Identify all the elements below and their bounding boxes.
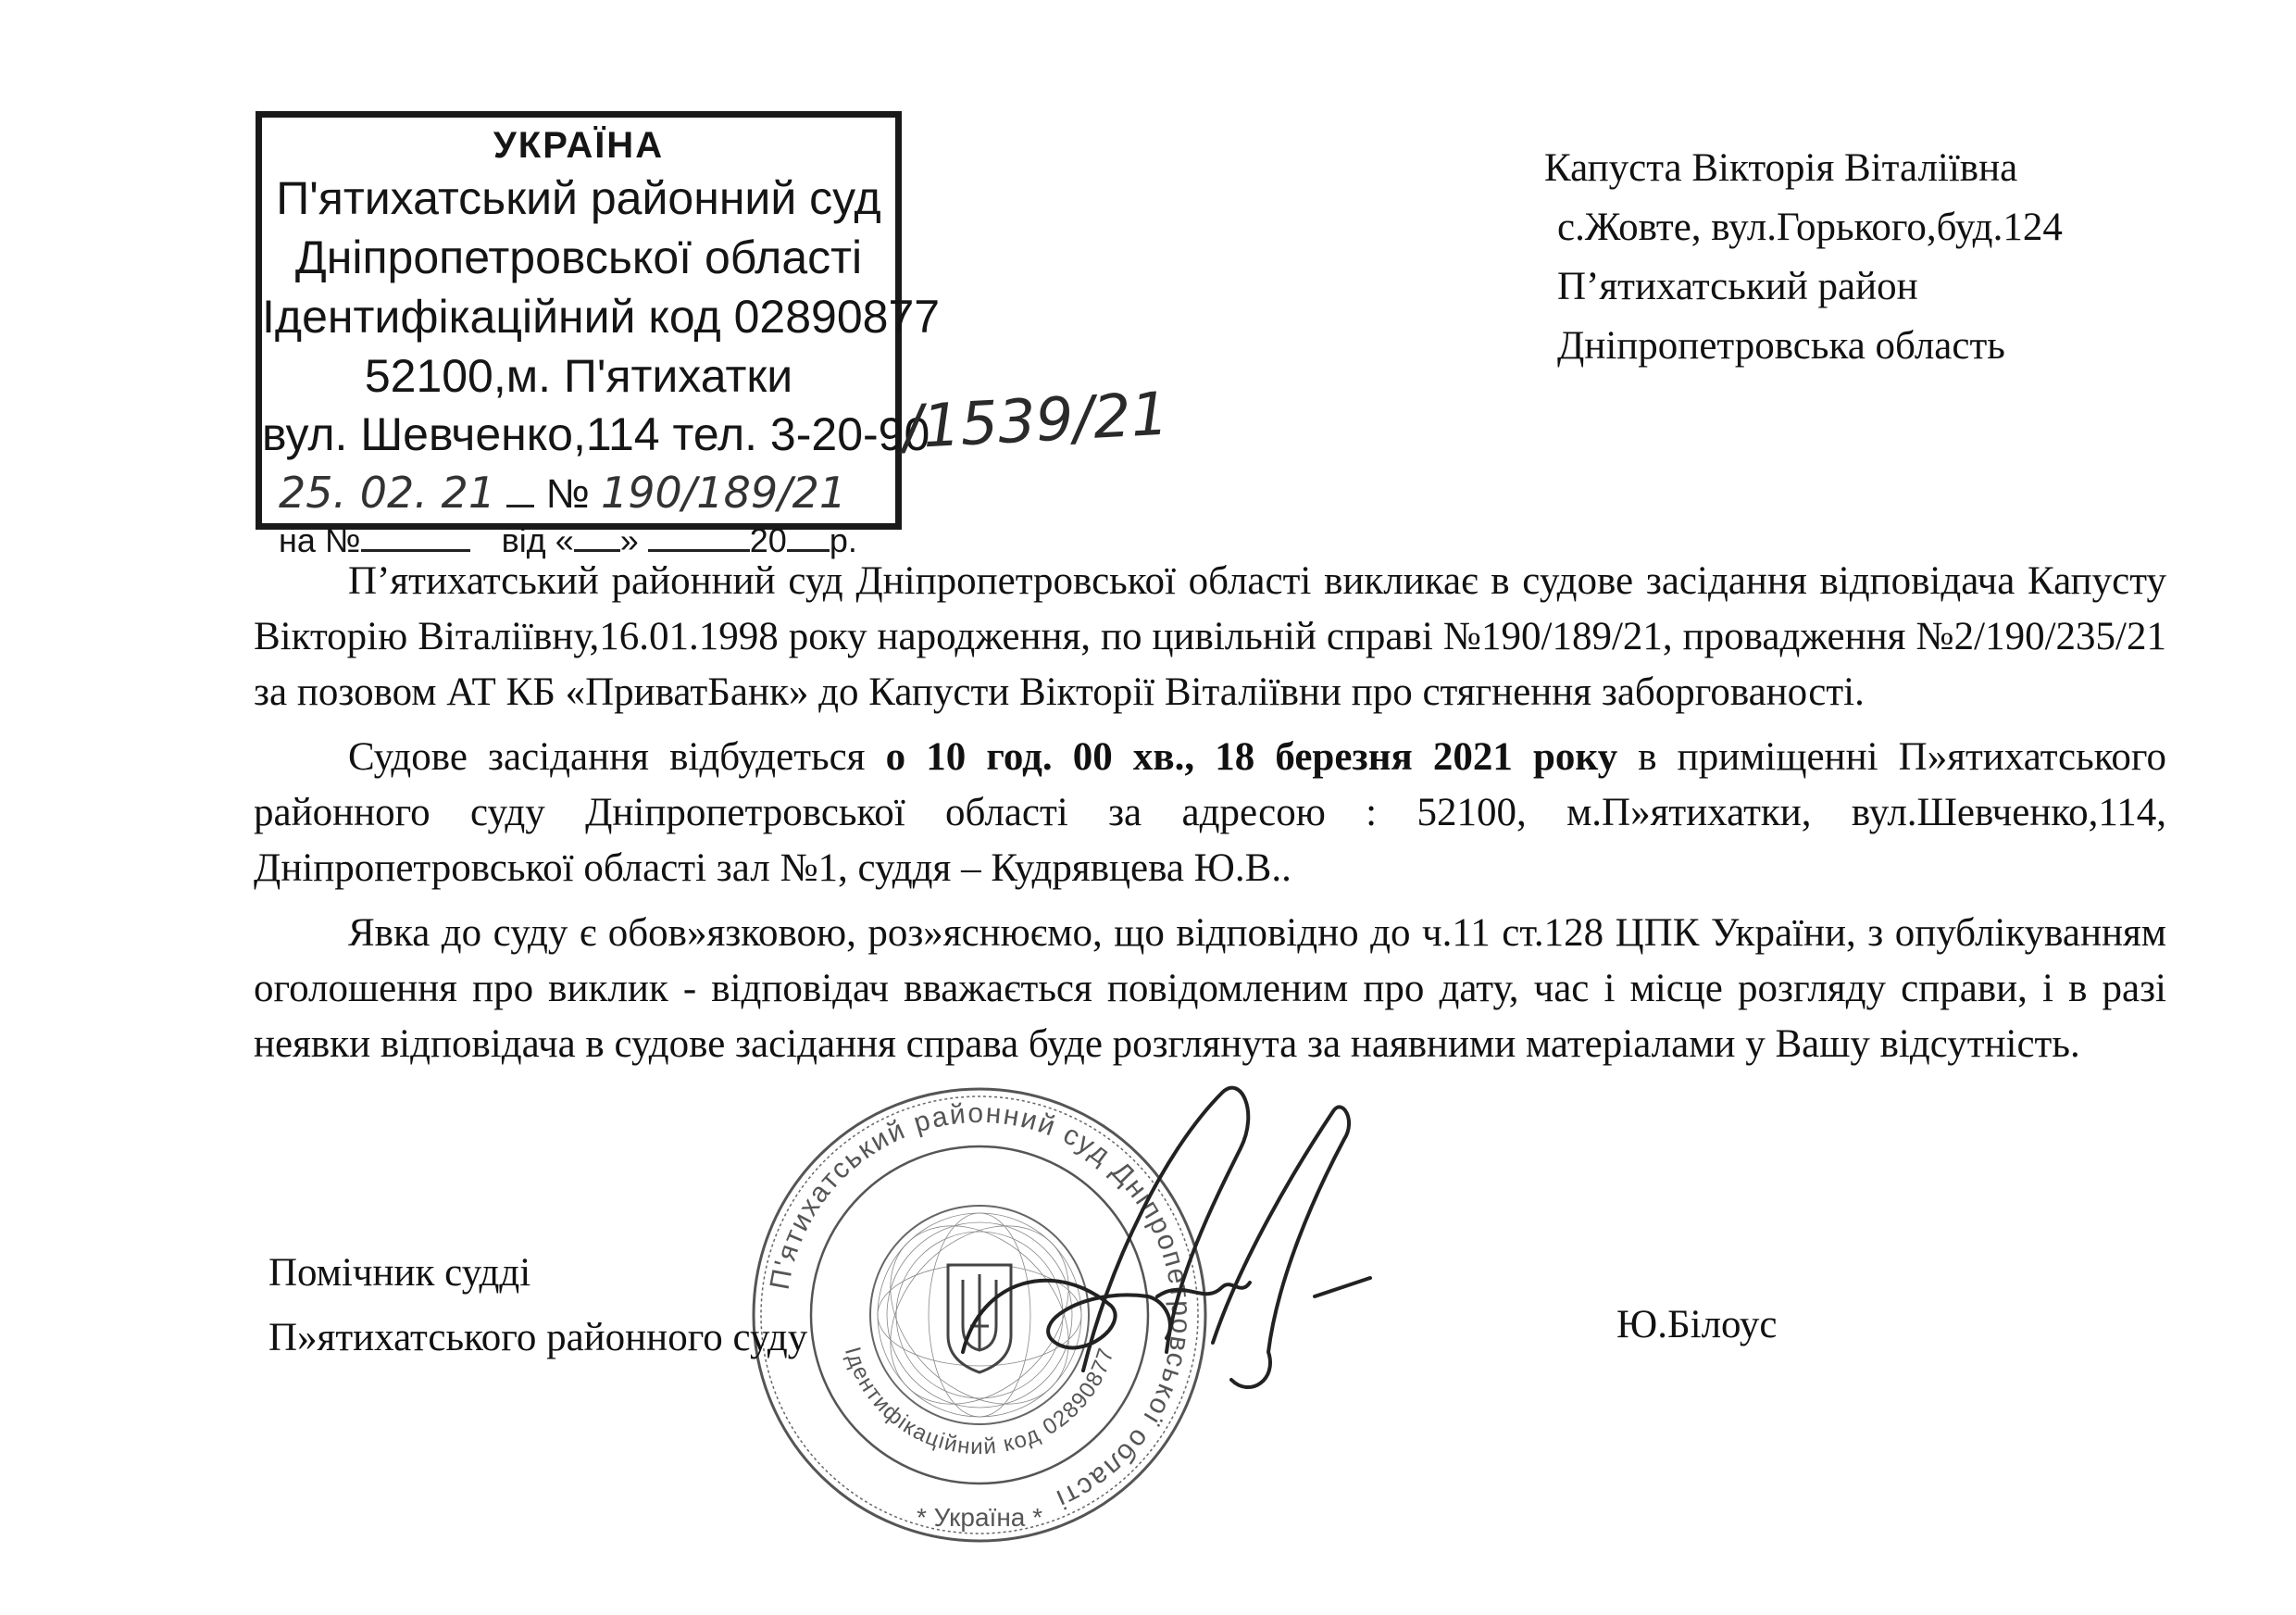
stamp-ref-year: 20 bbox=[749, 521, 787, 559]
addressee-block bbox=[1544, 139, 2063, 376]
signer-role-line2: П»ятихатського районного суду bbox=[268, 1316, 808, 1359]
stamp-number-label: № bbox=[545, 471, 590, 517]
stamp-ref-suffix: р. bbox=[829, 521, 857, 559]
stamp-postal-city: 52100,м. П'ятихатки bbox=[364, 350, 793, 402]
stamp-date-row bbox=[279, 468, 846, 518]
outgoing-number-handwritten: /1539/21 bbox=[901, 380, 1171, 463]
stamp-court-name-line2: Дніпропетровської області bbox=[294, 232, 863, 283]
hearing-datetime: о 10 год. 00 хв., 18 березня 2021 року bbox=[885, 735, 1618, 779]
paragraph-attendance-notice: Явка до суду є обов»язковою, роз»яснюємо, що відповідно до ч.11 ст.128 ЦПК України, з опублікуванням оголошення про виклик - відповідач вважається повідомленим про дату, час і місце розгляду справи, і в разі неявки відповідача в судове засідання справа буде розглянута за наявними матеріалами у Вашу відсутність. bbox=[254, 911, 2166, 1066]
signer-role-line1: Помічник судді bbox=[268, 1251, 531, 1295]
registration-stamp bbox=[256, 111, 941, 559]
paragraph-hearing-details bbox=[254, 730, 2166, 896]
seal-inner-text: Ідентифікаційний код 02890877 bbox=[839, 1344, 1120, 1460]
stamp-number-handwritten: 190/189/21 bbox=[601, 468, 847, 518]
hearing-location: в приміщенні П»ятихатського районного суду Дніпропетровської області за адресою : 52100, м.П»ятихатки, вул.Шевченко,114, Дніпропетровської області зал №1, суддя – Кудрявцева Ю.В.. bbox=[254, 735, 2166, 890]
addressee-region: Дніпропетровська область bbox=[1557, 324, 2005, 368]
addressee-name: Капуста Вікторія Віталіївна bbox=[1544, 146, 2018, 190]
hearing-intro: Судове засідання відбудеться bbox=[348, 735, 866, 779]
signer-name: Ю.Білоус bbox=[1616, 1303, 1778, 1346]
stamp-street-phone: вул. Шевченко,114 тел. 3-20-90 bbox=[262, 408, 930, 460]
signer-role bbox=[268, 1241, 807, 1371]
addressee-address: с.Жовте, вул.Горького,буд.124 bbox=[1557, 206, 2063, 249]
stamp-date-handwritten: 25. 02. 21 bbox=[279, 468, 496, 518]
stamp-court-name-line1: П'ятихатський районний суд bbox=[276, 172, 881, 224]
seal-bottom-text: * Україна * bbox=[916, 1503, 1043, 1532]
stamp-country: УКРАЇНА bbox=[493, 125, 665, 166]
letter-body bbox=[254, 554, 2166, 1072]
handwritten-signature bbox=[944, 1074, 1389, 1445]
stamp-ref-close: » bbox=[619, 521, 639, 559]
stamp-identification-code: Ідентифікаційний код 02890877 bbox=[262, 291, 941, 343]
paragraph-summons: П’ятихатський районний суд Дніпропетровської області викликає в судове засідання відповідача Капусту Вікторію Віталіївну,16.01.1998 року народження, по цивільній справі №190/189/21, провадження №2/190/235/21 за позовом АТ КБ «ПриватБанк» до Капусти Вікторії Віталіївни про стягнення заборгованості. bbox=[254, 559, 2166, 714]
stamp-ref-prefix: на № bbox=[279, 521, 361, 559]
seal-outer-text: П'ятихатський районний суд Дніпропетровської області bbox=[764, 1097, 1197, 1516]
addressee-district: П’ятихатський район bbox=[1557, 265, 1918, 308]
stamp-ref-from: від « bbox=[501, 521, 574, 559]
